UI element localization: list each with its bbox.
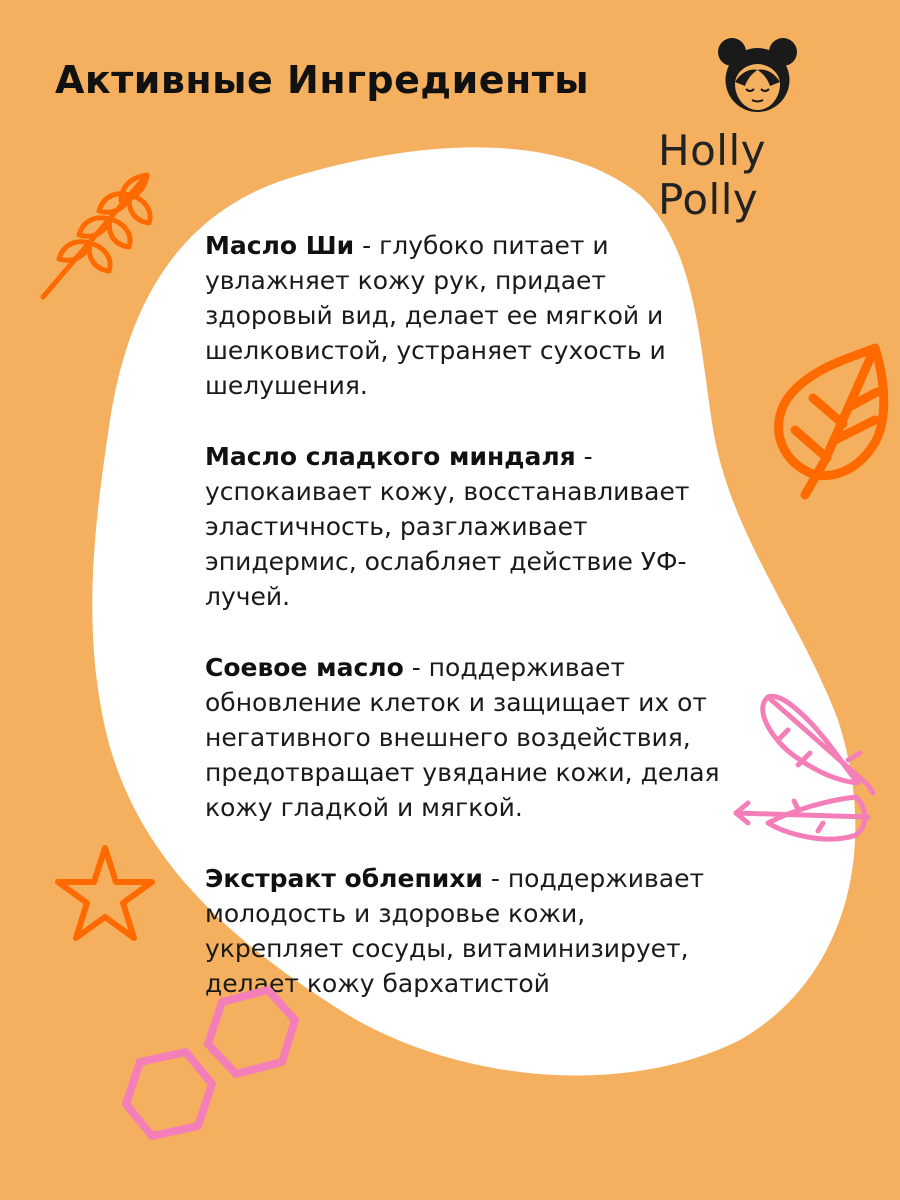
leaf-icon [765,340,895,505]
ingredient-description: поддерживает молодость и здоровье кожи, укрепляет сосуды, витаминизирует, делает кожу бархатистой [205,864,705,998]
girl-face-icon [715,36,800,121]
brand-name: Holly Polly [658,126,766,224]
ingredient-name: Масло сладкого миндаля [205,442,576,471]
ingredient-name: Соевое масло [205,653,404,682]
ingredients-list [205,228,725,1037]
brand-logo [640,36,880,224]
ingredient-item [205,439,725,614]
feather-icon [728,685,888,855]
star-icon [50,840,160,950]
ingredient-name: Экстракт облепихи [205,864,483,893]
ingredient-item [205,228,725,403]
wheat-icon [35,165,165,305]
ingredient-separator: - [403,653,429,682]
ingredient-name: Масло Ши [205,231,355,260]
page-title: Активные Ингредиенты [55,58,590,102]
ingredient-separator: - [575,442,593,471]
ingredient-item [205,650,725,825]
ingredient-separator: - [482,864,508,893]
ingredient-description: успокаивает кожу, восстанавливает эластичность, разглаживает эпидермис, ослабляет действие УФ-лучей. [205,477,690,611]
ingredient-separator: - [354,231,380,260]
ingredient-description: глубоко питает и увлажняет кожу рук, придает здоровый вид, делает ее мягкой и шелковистой, устраняет сухость и шелушения. [205,231,666,400]
hexagon-icon [110,980,310,1160]
ingredient-description: поддерживает обновление клеток и защищает их от негативного внешнего воздействия, предотвращает увядание кожи, делая кожу гладкой и мягкой. [205,653,720,822]
